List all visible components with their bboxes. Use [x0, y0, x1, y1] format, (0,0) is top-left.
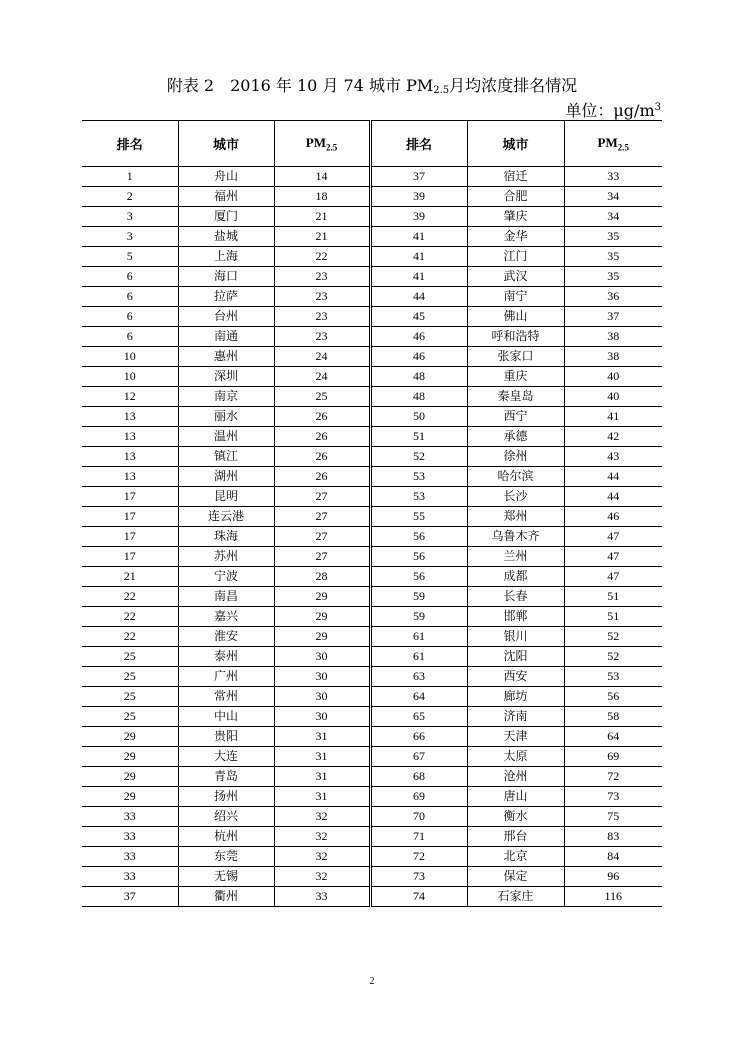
pm-value-cell: 64 [564, 727, 662, 747]
city-cell: 深圳 [178, 367, 274, 387]
city-cell: 温州 [178, 427, 274, 447]
pm-value-cell: 31 [274, 767, 370, 787]
city-cell: 贵阳 [178, 727, 274, 747]
city-cell: 厦门 [178, 207, 274, 227]
pm-value-cell: 96 [564, 867, 662, 887]
rank-cell: 22 [82, 627, 178, 647]
city-cell: 保定 [467, 867, 564, 887]
pm-value-cell: 32 [274, 847, 370, 867]
pm-value-cell: 46 [564, 507, 662, 527]
rank-cell: 25 [82, 687, 178, 707]
city-cell: 衡水 [467, 807, 564, 827]
pm-value-cell: 31 [274, 747, 370, 767]
city-cell: 扬州 [178, 787, 274, 807]
pm-value-cell: 27 [274, 507, 370, 527]
rank-cell: 61 [370, 647, 467, 667]
city-cell: 宁波 [178, 567, 274, 587]
table-row [82, 707, 662, 727]
city-cell: 佛山 [467, 307, 564, 327]
pm-value-cell: 69 [564, 747, 662, 767]
rank-cell: 37 [82, 887, 178, 907]
city-cell: 无锡 [178, 867, 274, 887]
rank-cell: 33 [82, 827, 178, 847]
city-cell: 惠州 [178, 347, 274, 367]
rank-cell: 6 [82, 307, 178, 327]
rank-cell: 41 [370, 227, 467, 247]
pm-value-cell: 32 [274, 807, 370, 827]
pm-value-cell: 42 [564, 427, 662, 447]
pm-value-cell: 83 [564, 827, 662, 847]
city-cell: 呼和浩特 [467, 327, 564, 347]
table-row [82, 287, 662, 307]
city-cell: 太原 [467, 747, 564, 767]
city-cell: 金华 [467, 227, 564, 247]
table-row [82, 347, 662, 367]
city-cell: 拉萨 [178, 287, 274, 307]
rank-cell: 41 [370, 267, 467, 287]
pm-value-cell: 31 [274, 787, 370, 807]
pm-value-cell: 56 [564, 687, 662, 707]
city-cell: 张家口 [467, 347, 564, 367]
pm-value-cell: 22 [274, 247, 370, 267]
table-row [82, 807, 662, 827]
rank-cell: 72 [370, 847, 467, 867]
pm-base: PM [305, 134, 326, 150]
pm-value-cell: 34 [564, 207, 662, 227]
rank-cell: 13 [82, 407, 178, 427]
rank-cell: 25 [82, 707, 178, 727]
city-cell: 石家庄 [467, 887, 564, 907]
table-row [82, 307, 662, 327]
rank-cell: 12 [82, 387, 178, 407]
city-cell: 沧州 [467, 767, 564, 787]
pm-value-cell: 44 [564, 467, 662, 487]
city-cell: 沈阳 [467, 647, 564, 667]
pm-value-cell: 53 [564, 667, 662, 687]
title-suffix: 月均浓度排名情况 [449, 76, 578, 95]
pm-value-cell: 47 [564, 527, 662, 547]
rank-cell: 68 [370, 767, 467, 787]
pm-value-cell: 31 [274, 727, 370, 747]
city-cell: 天津 [467, 727, 564, 747]
pm-value-cell: 43 [564, 447, 662, 467]
rank-cell: 61 [370, 627, 467, 647]
header-rank-right: 排名 [370, 121, 467, 167]
city-cell: 舟山 [178, 167, 274, 187]
city-cell: 长春 [467, 587, 564, 607]
rank-cell: 6 [82, 327, 178, 347]
pm-value-cell: 47 [564, 567, 662, 587]
table-row [82, 847, 662, 867]
unit-text: 单位：μg/m [565, 101, 655, 120]
rank-cell: 44 [370, 287, 467, 307]
pm-value-cell: 72 [564, 767, 662, 787]
city-cell: 银川 [467, 627, 564, 647]
rank-cell: 55 [370, 507, 467, 527]
rank-cell: 5 [82, 247, 178, 267]
rank-cell: 1 [82, 167, 178, 187]
table-row [82, 467, 662, 487]
pm-value-cell: 23 [274, 287, 370, 307]
header-rank-left: 排名 [82, 121, 178, 167]
rank-cell: 22 [82, 607, 178, 627]
city-cell: 合肥 [467, 187, 564, 207]
city-cell: 乌鲁木齐 [467, 527, 564, 547]
pm-value-cell: 47 [564, 547, 662, 567]
table-row [82, 327, 662, 347]
pm-value-cell: 33 [274, 887, 370, 907]
table-row [82, 487, 662, 507]
pm-value-cell: 51 [564, 587, 662, 607]
rank-cell: 48 [370, 387, 467, 407]
table-row [82, 867, 662, 887]
pm-value-cell: 23 [274, 327, 370, 347]
header-city-right: 城市 [467, 121, 564, 167]
city-cell: 南宁 [467, 287, 564, 307]
city-cell: 南昌 [178, 587, 274, 607]
pm-value-cell: 29 [274, 627, 370, 647]
city-cell: 徐州 [467, 447, 564, 467]
city-cell: 秦皇岛 [467, 387, 564, 407]
city-cell: 绍兴 [178, 807, 274, 827]
rank-cell: 73 [370, 867, 467, 887]
pm-value-cell: 27 [274, 547, 370, 567]
city-cell: 中山 [178, 707, 274, 727]
table-row [82, 507, 662, 527]
rank-cell: 48 [370, 367, 467, 387]
rank-cell: 46 [370, 327, 467, 347]
rank-cell: 33 [82, 847, 178, 867]
rank-cell: 56 [370, 547, 467, 567]
rank-cell: 59 [370, 607, 467, 627]
pm-value-cell: 35 [564, 247, 662, 267]
pm-value-cell: 25 [274, 387, 370, 407]
pm-value-cell: 14 [274, 167, 370, 187]
table-row [82, 767, 662, 787]
unit-superscript: 3 [654, 102, 661, 113]
city-cell: 福州 [178, 187, 274, 207]
city-cell: 东莞 [178, 847, 274, 867]
table-row [82, 787, 662, 807]
table-row [82, 207, 662, 227]
header-pm-right [564, 121, 662, 167]
city-cell: 长沙 [467, 487, 564, 507]
city-cell: 宿迁 [467, 167, 564, 187]
pm-value-cell: 73 [564, 787, 662, 807]
city-cell: 重庆 [467, 367, 564, 387]
city-cell: 苏州 [178, 547, 274, 567]
city-cell: 衢州 [178, 887, 274, 907]
pm-value-cell: 27 [274, 527, 370, 547]
pm-value-cell: 29 [274, 587, 370, 607]
rank-cell: 71 [370, 827, 467, 847]
rank-cell: 10 [82, 367, 178, 387]
unit-label [565, 98, 661, 121]
table-row [82, 387, 662, 407]
rank-cell: 29 [82, 727, 178, 747]
pm-value-cell: 27 [274, 487, 370, 507]
rank-cell: 13 [82, 447, 178, 467]
city-cell: 台州 [178, 307, 274, 327]
city-cell: 嘉兴 [178, 607, 274, 627]
city-cell: 廊坊 [467, 687, 564, 707]
rank-cell: 17 [82, 487, 178, 507]
table-row [82, 687, 662, 707]
rank-cell: 3 [82, 207, 178, 227]
pm-value-cell: 40 [564, 367, 662, 387]
rank-cell: 17 [82, 527, 178, 547]
rank-cell: 59 [370, 587, 467, 607]
city-cell: 昆明 [178, 487, 274, 507]
pm-value-cell: 26 [274, 407, 370, 427]
pm-value-cell: 38 [564, 347, 662, 367]
city-cell: 广州 [178, 667, 274, 687]
table-row [82, 187, 662, 207]
rank-cell: 53 [370, 467, 467, 487]
rank-cell: 46 [370, 347, 467, 367]
rank-cell: 74 [370, 887, 467, 907]
rank-cell: 56 [370, 527, 467, 547]
table-row [82, 647, 662, 667]
header-city-left: 城市 [178, 121, 274, 167]
pm-base: PM [597, 134, 618, 150]
pm-subscript: 2.5 [617, 142, 629, 153]
pm-subscript: 2.5 [325, 142, 338, 153]
city-cell: 淮安 [178, 627, 274, 647]
pm-value-cell: 24 [274, 347, 370, 367]
rank-cell: 33 [82, 867, 178, 887]
city-cell: 济南 [467, 707, 564, 727]
pm-value-cell: 34 [564, 187, 662, 207]
city-cell: 湖州 [178, 467, 274, 487]
pm-value-cell: 30 [274, 667, 370, 687]
pm-value-cell: 32 [274, 867, 370, 887]
table-row [82, 827, 662, 847]
pm-value-cell: 37 [564, 307, 662, 327]
rank-cell: 41 [370, 247, 467, 267]
city-cell: 镇江 [178, 447, 274, 467]
city-cell: 邯郸 [467, 607, 564, 627]
rank-cell: 64 [370, 687, 467, 707]
table-row [82, 407, 662, 427]
city-cell: 青岛 [178, 767, 274, 787]
pm-value-cell: 26 [274, 447, 370, 467]
pm-value-cell: 33 [564, 167, 662, 187]
pm-value-cell: 75 [564, 807, 662, 827]
pm-value-cell: 38 [564, 327, 662, 347]
table-row [82, 167, 662, 187]
rank-cell: 53 [370, 487, 467, 507]
pm-value-cell: 30 [274, 647, 370, 667]
rank-cell: 6 [82, 287, 178, 307]
pm-value-cell: 32 [274, 827, 370, 847]
pm-value-cell: 24 [274, 367, 370, 387]
city-cell: 盐城 [178, 227, 274, 247]
pm-value-cell: 51 [564, 607, 662, 627]
rank-cell: 17 [82, 547, 178, 567]
table-row [82, 267, 662, 287]
pm-value-cell: 116 [564, 887, 662, 907]
rank-cell: 6 [82, 267, 178, 287]
city-cell: 郑州 [467, 507, 564, 527]
rank-cell: 25 [82, 667, 178, 687]
city-cell: 唐山 [467, 787, 564, 807]
rank-cell: 67 [370, 747, 467, 767]
city-cell: 南京 [178, 387, 274, 407]
pm-value-cell: 41 [564, 407, 662, 427]
rank-cell: 25 [82, 647, 178, 667]
table-row [82, 667, 662, 687]
table-row [82, 567, 662, 587]
pm-value-cell: 23 [274, 267, 370, 287]
city-cell: 丽水 [178, 407, 274, 427]
city-cell: 江门 [467, 247, 564, 267]
pm-value-cell: 58 [564, 707, 662, 727]
rank-cell: 22 [82, 587, 178, 607]
page-number: 2 [369, 976, 375, 987]
table-row [82, 447, 662, 467]
rank-cell: 50 [370, 407, 467, 427]
city-cell: 珠海 [178, 527, 274, 547]
pm-value-cell: 44 [564, 487, 662, 507]
rank-cell: 3 [82, 227, 178, 247]
rank-cell: 69 [370, 787, 467, 807]
rank-cell: 51 [370, 427, 467, 447]
rank-cell: 45 [370, 307, 467, 327]
rank-cell: 13 [82, 427, 178, 447]
table-row [82, 547, 662, 567]
rank-cell: 66 [370, 727, 467, 747]
pm-value-cell: 26 [274, 427, 370, 447]
city-cell: 肇庆 [467, 207, 564, 227]
city-cell: 连云港 [178, 507, 274, 527]
city-cell: 南通 [178, 327, 274, 347]
city-cell: 常州 [178, 687, 274, 707]
pm-value-cell: 30 [274, 687, 370, 707]
title-subscript: 2.5 [433, 85, 450, 96]
pm-value-cell: 28 [274, 567, 370, 587]
pm-value-cell: 35 [564, 227, 662, 247]
city-cell: 上海 [178, 247, 274, 267]
header-row [82, 121, 662, 167]
pm-value-cell: 21 [274, 227, 370, 247]
city-cell: 海口 [178, 267, 274, 287]
pm-value-cell: 84 [564, 847, 662, 867]
city-cell: 北京 [467, 847, 564, 867]
pm-value-cell: 40 [564, 387, 662, 407]
pm-value-cell: 26 [274, 467, 370, 487]
table-row [82, 367, 662, 387]
pm-value-cell: 52 [564, 627, 662, 647]
pm-value-cell: 35 [564, 267, 662, 287]
city-cell: 西宁 [467, 407, 564, 427]
ranking-table [82, 120, 662, 907]
pm-value-cell: 52 [564, 647, 662, 667]
rank-cell: 63 [370, 667, 467, 687]
rank-cell: 29 [82, 787, 178, 807]
table-row [82, 727, 662, 747]
table-row [82, 427, 662, 447]
rank-cell: 29 [82, 747, 178, 767]
table-body [82, 167, 662, 907]
rank-cell: 70 [370, 807, 467, 827]
rank-cell: 37 [370, 167, 467, 187]
table-row [82, 627, 662, 647]
city-cell: 西安 [467, 667, 564, 687]
title-prefix: 附表 2 2016 年 10 月 74 城市 PM [166, 76, 434, 95]
city-cell: 兰州 [467, 547, 564, 567]
pm-value-cell: 23 [274, 307, 370, 327]
rank-cell: 2 [82, 187, 178, 207]
city-cell: 武汉 [467, 267, 564, 287]
rank-cell: 29 [82, 767, 178, 787]
rank-cell: 52 [370, 447, 467, 467]
city-cell: 泰州 [178, 647, 274, 667]
city-cell: 承德 [467, 427, 564, 447]
rank-cell: 21 [82, 567, 178, 587]
rank-cell: 17 [82, 507, 178, 527]
table-row [82, 887, 662, 907]
rank-cell: 65 [370, 707, 467, 727]
city-cell: 杭州 [178, 827, 274, 847]
table-row [82, 527, 662, 547]
table-row [82, 247, 662, 267]
pm-value-cell: 30 [274, 707, 370, 727]
rank-cell: 10 [82, 347, 178, 367]
table-row [82, 747, 662, 767]
city-cell: 成都 [467, 567, 564, 587]
rank-cell: 56 [370, 567, 467, 587]
table-row [82, 587, 662, 607]
city-cell: 哈尔滨 [467, 467, 564, 487]
rank-cell: 33 [82, 807, 178, 827]
rank-cell: 39 [370, 207, 467, 227]
pm-value-cell: 21 [274, 207, 370, 227]
city-cell: 大连 [178, 747, 274, 767]
header-pm-left [274, 121, 370, 167]
table-row [82, 607, 662, 627]
pm-value-cell: 36 [564, 287, 662, 307]
rank-cell: 39 [370, 187, 467, 207]
table-row [82, 227, 662, 247]
pm-value-cell: 29 [274, 607, 370, 627]
rank-cell: 13 [82, 467, 178, 487]
pm-value-cell: 18 [274, 187, 370, 207]
city-cell: 邢台 [467, 827, 564, 847]
